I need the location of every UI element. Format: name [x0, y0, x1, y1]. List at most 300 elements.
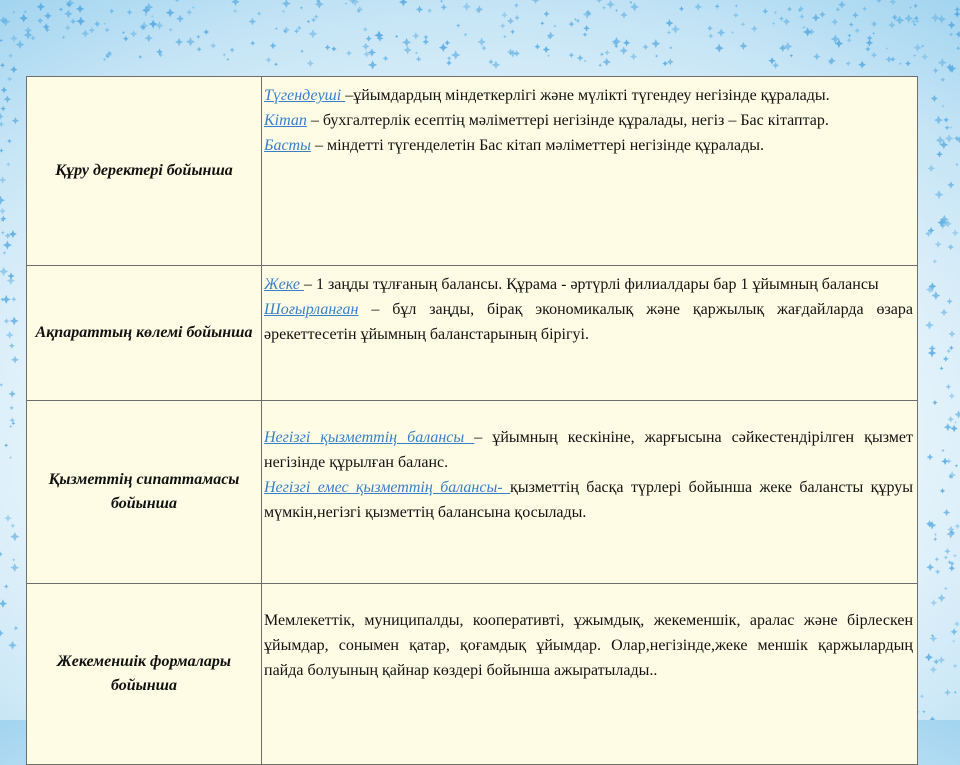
- star-icon: [196, 35, 200, 39]
- star-icon: [451, 50, 460, 59]
- star-icon: [921, 53, 928, 60]
- star-icon: [930, 635, 938, 643]
- star-icon: [783, 18, 791, 26]
- star-icon: [9, 230, 17, 238]
- star-icon: [943, 117, 948, 122]
- star-icon: [66, 0, 75, 8]
- star-icon: [4, 95, 11, 102]
- star-icon: [76, 17, 85, 26]
- star-icon: [926, 563, 934, 571]
- star-icon: [950, 425, 958, 433]
- star-icon: [872, 32, 875, 35]
- star-icon: [946, 298, 952, 304]
- star-icon: [2, 251, 6, 255]
- star-icon: [6, 162, 11, 167]
- star-icon: [0, 196, 5, 205]
- star-icon: [602, 6, 606, 10]
- star-icon: [733, 12, 739, 18]
- star-icon: [944, 555, 948, 559]
- star-icon: [667, 58, 674, 65]
- star-icon: [543, 46, 550, 53]
- star-icon: [583, 10, 592, 19]
- star-icon: [941, 104, 944, 107]
- star-icon: [866, 39, 873, 46]
- star-icon: [921, 44, 924, 47]
- definition-text: – бұл заңды, бірақ экономикалық және қаржылық жағдайларда өзара әрекеттесетін ұйымның баланстарының бірігуі.: [264, 301, 913, 343]
- star-icon: [948, 565, 955, 572]
- definition-text: – 1 заңды тұлғаның балансы. Құрама - әртүрлі филиалдары бар 1 ұйымның балансы: [303, 276, 879, 293]
- star-icon: [847, 38, 852, 43]
- star-icon: [948, 393, 955, 400]
- star-icon: [501, 12, 507, 18]
- star-icon: [938, 656, 946, 664]
- star-icon: [955, 7, 960, 13]
- star-icon: [282, 0, 291, 8]
- category-cell: Құру деректері бойынша: [27, 77, 262, 266]
- star-icon: [416, 6, 423, 13]
- star-icon: [13, 626, 18, 631]
- star-icon: [954, 621, 960, 627]
- definition-text: қызметтің басқа түрлері бойынша жеке балансты құруы мүмкін,негізгі қызметтің балансына қосылады.: [264, 479, 913, 521]
- star-icon: [852, 12, 859, 19]
- star-icon: [7, 139, 12, 144]
- star-icon: [940, 366, 944, 370]
- star-icon: [462, 2, 471, 11]
- star-icon: [70, 18, 76, 24]
- star-icon: [933, 537, 938, 542]
- star-icon: [356, 6, 363, 13]
- star-icon: [11, 356, 19, 364]
- star-icon: [423, 34, 428, 39]
- star-icon: [186, 9, 192, 15]
- term-link[interactable]: Негізгі емес қызметтің балансы-: [264, 479, 511, 496]
- star-icon: [944, 548, 950, 554]
- star-icon: [694, 3, 702, 11]
- star-icon: [913, 54, 916, 57]
- term-link[interactable]: Басты: [264, 137, 311, 154]
- star-icon: [249, 18, 257, 26]
- star-icon: [12, 558, 15, 561]
- star-icon: [250, 41, 255, 46]
- star-icon: [210, 43, 216, 49]
- star-icon: [0, 267, 8, 276]
- star-icon: [951, 229, 958, 236]
- star-icon: [762, 8, 768, 14]
- star-icon: [168, 28, 173, 33]
- star-icon: [10, 35, 18, 43]
- star-icon: [871, 52, 877, 58]
- star-icon: [949, 32, 953, 36]
- star-icon: [363, 27, 368, 32]
- star-icon: [59, 7, 63, 11]
- star-icon: [828, 57, 836, 65]
- star-icon: [953, 554, 957, 558]
- definition-item: [264, 83, 913, 108]
- definition-item: [264, 475, 913, 525]
- star-icon: [751, 25, 758, 32]
- description-cell: [262, 401, 918, 584]
- star-icon: [947, 416, 954, 423]
- star-icon: [600, 52, 604, 56]
- star-icon: [300, 49, 304, 53]
- star-icon: [226, 58, 229, 61]
- star-icon: [4, 514, 12, 522]
- star-icon: [838, 1, 846, 9]
- balance-classification-table: [26, 76, 918, 765]
- star-icon: [145, 34, 153, 42]
- star-icon: [941, 458, 948, 465]
- star-icon: [952, 639, 956, 643]
- star-icon: [798, 6, 804, 12]
- star-icon: [779, 44, 787, 52]
- star-icon: [954, 691, 957, 694]
- table-row: [27, 266, 918, 401]
- star-icon: [956, 46, 960, 51]
- star-icon: [186, 37, 195, 46]
- star-icon: [955, 163, 959, 167]
- description-cell: [262, 584, 918, 765]
- star-icon: [127, 9, 133, 15]
- star-icon: [655, 54, 658, 57]
- star-icon: [930, 666, 937, 673]
- table-row: [27, 584, 918, 765]
- star-icon: [192, 6, 195, 9]
- definition-item: [264, 272, 913, 297]
- star-icon: [9, 425, 13, 429]
- star-icon: [911, 19, 916, 24]
- star-icon: [665, 19, 673, 27]
- star-icon: [612, 37, 621, 46]
- star-icon: [876, 0, 881, 3]
- category-cell: Ақпараттың көлемі бойынша: [27, 266, 262, 401]
- star-icon: [934, 533, 937, 536]
- star-icon: [412, 32, 420, 40]
- star-icon: [920, 694, 925, 699]
- star-icon: [630, 2, 639, 11]
- star-icon: [307, 60, 314, 67]
- star-icon: [9, 390, 16, 397]
- star-icon: [344, 2, 347, 5]
- star-icon: [731, 31, 734, 34]
- star-icon: [909, 6, 912, 9]
- star-icon: [871, 21, 878, 28]
- star-icon: [81, 29, 89, 37]
- star-icon: [1, 87, 8, 94]
- star-icon: [395, 35, 399, 39]
- star-icon: [36, 2, 45, 11]
- star-icon: [0, 39, 3, 42]
- star-icon: [741, 22, 746, 27]
- star-icon: [325, 44, 331, 50]
- star-icon: [514, 3, 519, 8]
- star-icon: [274, 62, 278, 66]
- star-icon: [9, 456, 12, 459]
- definition-item: [264, 297, 913, 347]
- star-icon: [933, 68, 939, 74]
- star-icon: [714, 4, 719, 9]
- star-icon: [836, 7, 841, 12]
- star-icon: [927, 454, 934, 461]
- star-icon: [123, 36, 129, 42]
- star-icon: [300, 6, 303, 9]
- definition-text: – міндетті түгенделетін Бас кітап мәліметтері негізінде құралады.: [310, 137, 764, 154]
- star-icon: [925, 321, 934, 330]
- star-icon: [708, 33, 713, 38]
- star-icon: [935, 190, 944, 199]
- star-icon: [130, 30, 138, 38]
- star-icon: [0, 113, 4, 120]
- star-icon: [233, 9, 237, 13]
- star-icon: [166, 8, 175, 17]
- description-cell: [262, 266, 918, 401]
- star-icon: [0, 148, 4, 152]
- star-icon: [940, 77, 945, 82]
- star-icon: [503, 35, 506, 38]
- star-icon: [37, 18, 43, 24]
- star-icon: [568, 21, 574, 27]
- star-icon: [847, 34, 851, 38]
- star-icon: [446, 60, 452, 66]
- star-icon: [941, 449, 944, 452]
- star-icon: [662, 61, 668, 67]
- star-icon: [4, 443, 8, 447]
- star-icon: [11, 296, 16, 301]
- star-icon: [574, 18, 577, 21]
- star-icon: [275, 27, 278, 30]
- star-icon: [9, 343, 15, 349]
- star-icon: [945, 384, 951, 390]
- star-icon: [739, 42, 747, 50]
- star-icon: [787, 7, 792, 12]
- star-icon: [314, 14, 319, 19]
- star-icon: [547, 54, 550, 57]
- star-icon: [584, 59, 587, 62]
- star-icon: [602, 58, 610, 66]
- star-icon: [532, 0, 540, 4]
- star-icon: [642, 44, 648, 50]
- definition-item: [264, 425, 913, 475]
- star-icon: [931, 291, 940, 300]
- star-icon: [937, 15, 946, 24]
- star-icon: [257, 11, 262, 16]
- star-icon: [944, 689, 951, 696]
- star-icon: [940, 309, 948, 317]
- star-icon: [19, 14, 28, 23]
- star-icon: [363, 51, 370, 58]
- star-icon: [925, 653, 933, 661]
- star-icon: [1, 231, 5, 235]
- star-icon: [934, 116, 943, 125]
- star-icon: [155, 21, 164, 30]
- star-icon: [735, 4, 738, 7]
- star-icon: [651, 39, 660, 48]
- star-icon: [0, 208, 6, 215]
- star-icon: [940, 488, 946, 494]
- star-icon: [845, 61, 850, 66]
- star-icon: [577, 55, 584, 62]
- table-row: [27, 401, 918, 584]
- star-icon: [944, 587, 948, 591]
- star-icon: [534, 44, 540, 50]
- star-icon: [888, 21, 896, 29]
- star-icon: [477, 37, 486, 46]
- star-icon: [311, 17, 316, 22]
- star-icon: [30, 35, 35, 40]
- star-icon: [953, 663, 958, 668]
- star-icon: [943, 356, 949, 362]
- star-icon: [444, 40, 450, 46]
- star-icon: [10, 532, 19, 541]
- term-link[interactable]: Негізгі қызметтің балансы: [264, 429, 475, 446]
- star-icon: [7, 276, 15, 284]
- category-cell: Жекеменшік формалары бойынша: [27, 584, 262, 765]
- star-icon: [930, 599, 937, 606]
- star-icon: [937, 594, 945, 602]
- star-icon: [415, 51, 418, 54]
- star-icon: [440, 0, 444, 3]
- star-icon: [403, 46, 412, 55]
- star-icon: [12, 11, 15, 14]
- star-icon: [0, 106, 5, 111]
- star-icon: [606, 0, 615, 9]
- star-icon: [308, 29, 317, 38]
- description-text: Мемлекеттік, муниципалды, кооперативті, ұжымдық, жекеменшік, аралас және бірлескен ұйымдар, сонымен қатар, қоғамдық ұйымдар. Олар,негізінде,жеке меншік қаржылардың пайда болуының қайнар көздері бойынша ажыратылады..: [264, 612, 913, 679]
- star-icon: [156, 48, 163, 55]
- star-icon: [931, 95, 938, 102]
- star-icon: [422, 38, 429, 45]
- star-icon: [307, 20, 311, 24]
- star-icon: [0, 630, 4, 637]
- star-icon: [934, 241, 941, 248]
- star-icon: [946, 530, 955, 539]
- star-icon: [427, 8, 432, 13]
- star-icon: [808, 28, 816, 36]
- star-icon: [368, 48, 376, 56]
- star-icon: [945, 134, 954, 143]
- category-cell: Қызметтің сипаттамасы бойынша: [27, 401, 262, 584]
- star-icon: [368, 60, 377, 69]
- star-icon: [3, 240, 12, 249]
- star-icon: [819, 11, 826, 18]
- star-icon: [456, 23, 461, 28]
- star-icon: [928, 349, 937, 358]
- star-icon: [946, 349, 951, 354]
- definition-text: –ұйымдардың міндеткерлігі және мүлікті түгендеу негізінде құралады.: [345, 87, 830, 104]
- star-icon: [773, 11, 777, 15]
- star-icon: [439, 43, 448, 52]
- star-icon: [416, 56, 422, 62]
- definition-text: – бухгалтерлік есептің мәліметтері негізінде құралады, негіз – Бас кітаптар.: [306, 112, 829, 129]
- term-link[interactable]: Кітап: [264, 112, 307, 129]
- star-icon: [283, 26, 290, 33]
- star-icon: [399, 0, 408, 6]
- star-icon: [4, 318, 10, 324]
- star-icon: [889, 0, 896, 6]
- star-icon: [0, 121, 4, 127]
- star-icon: [717, 28, 725, 36]
- star-icon: [553, 24, 556, 27]
- star-icon: [0, 551, 3, 557]
- star-icon: [954, 421, 957, 424]
- definition-item: [264, 108, 913, 133]
- star-icon: [933, 659, 939, 665]
- star-icon: [955, 464, 958, 467]
- definition-text: – ұйымның кескініне, жарғысына сәйкестендірілген қызмет негізінде құрылған баланс.: [264, 429, 913, 471]
- star-icon: [615, 9, 618, 12]
- star-icon: [514, 15, 520, 21]
- star-icon: [630, 53, 638, 61]
- star-icon: [231, 0, 239, 6]
- star-icon: [513, 50, 520, 57]
- star-icon: [8, 641, 17, 650]
- star-icon: [510, 29, 515, 34]
- star-icon: [913, 44, 921, 52]
- star-icon: [94, 21, 101, 28]
- star-icon: [583, 32, 588, 37]
- star-icon: [402, 38, 411, 47]
- star-icon: [789, 54, 793, 58]
- star-icon: [140, 21, 149, 30]
- star-icon: [0, 599, 7, 608]
- star-icon: [12, 117, 19, 124]
- star-icon: [281, 9, 285, 13]
- star-icon: [885, 47, 888, 50]
- term-link[interactable]: Жеке: [264, 276, 304, 293]
- term-link[interactable]: Түгендеуші: [264, 87, 346, 104]
- star-icon: [772, 62, 779, 69]
- star-icon: [315, 0, 324, 9]
- star-icon: [905, 60, 911, 66]
- star-icon: [913, 4, 918, 9]
- star-icon: [222, 53, 226, 57]
- star-icon: [629, 1, 632, 4]
- star-icon: [507, 17, 514, 24]
- star-icon: [346, 50, 352, 56]
- star-icon: [229, 47, 234, 52]
- star-icon: [122, 31, 125, 34]
- description-cell: [262, 77, 918, 266]
- star-icon: [331, 46, 337, 52]
- star-icon: [0, 63, 5, 68]
- term-link[interactable]: Шоғырланған: [264, 301, 359, 318]
- star-icon: [620, 46, 628, 54]
- star-icon: [831, 18, 838, 25]
- star-icon: [10, 563, 19, 572]
- star-icon: [175, 38, 183, 46]
- star-icon: [944, 423, 952, 431]
- star-icon: [671, 25, 680, 34]
- star-icon: [176, 15, 184, 23]
- star-icon: [383, 55, 389, 61]
- star-icon: [930, 716, 936, 720]
- star-icon: [366, 36, 372, 42]
- star-icon: [6, 331, 14, 339]
- star-icon: [175, 0, 180, 2]
- star-icon: [783, 42, 792, 51]
- star-icon: [620, 11, 627, 18]
- star-icon: [948, 471, 956, 479]
- star-icon: [441, 4, 448, 11]
- star-icon: [294, 29, 299, 34]
- star-icon: [813, 53, 820, 60]
- star-icon: [8, 53, 13, 58]
- star-icon: [151, 15, 154, 18]
- star-icon: [540, 21, 544, 25]
- table-row: [27, 77, 918, 266]
- star-icon: [899, 62, 902, 65]
- star-icon: [65, 25, 71, 31]
- star-icon: [4, 232, 11, 239]
